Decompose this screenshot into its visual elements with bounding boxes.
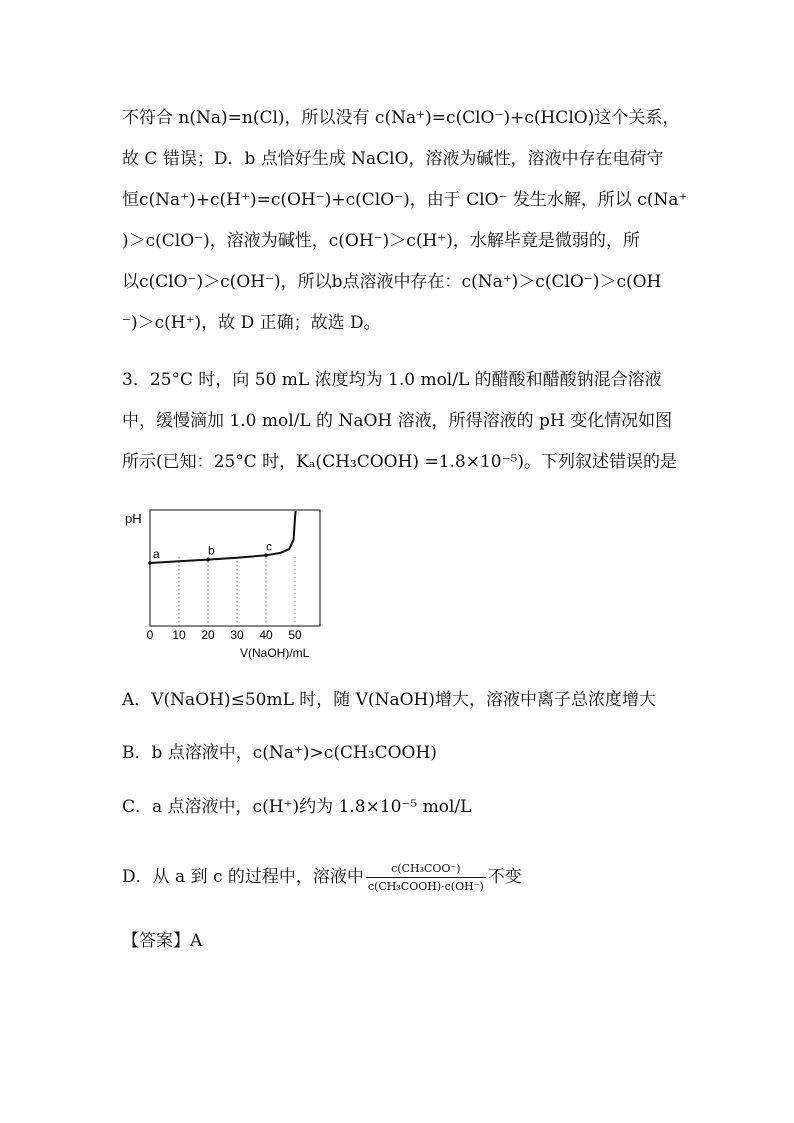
question-line: 中，缓慢滴加 1.0 mol/L 的 NaOH 溶液，所得溶液的 pH 变化情况如图	[122, 411, 673, 431]
point-c-label: c	[266, 539, 272, 554]
x-tick-label: 50	[288, 628, 302, 642]
point-b-label: b	[208, 543, 215, 558]
text-line: 不符合 n(Na)=n(Cl)，所以没有 c(Na⁺)=c(ClO⁻)+c(HClO)这个关系，	[122, 108, 680, 128]
option-c: C．a 点溶液中，c(H⁺)约为 1.8×10⁻⁵ mol/L	[122, 797, 472, 817]
grid-lines	[179, 557, 295, 626]
option-a: A．V(NaOH)≤50mL 时，随 V(NaOH)增大，溶液中离子总浓度增大	[122, 690, 656, 710]
answer-label: 【答案】A	[122, 931, 203, 951]
x-tick-label: 40	[259, 628, 273, 642]
x-axis-label: V(NaOH)/mL	[240, 646, 310, 660]
point-b-marker	[206, 558, 210, 562]
x-tick-label: 20	[201, 628, 215, 642]
point-c-marker	[264, 554, 268, 558]
option-d-suffix: 不变	[487, 867, 522, 887]
question-line: 所示(已知：25°C 时，Kₐ(CH₃COOH) =1.8×10⁻⁵)。下列叙述错误的是	[122, 452, 678, 472]
option-d-prefix: D．从 a 到 c 的过程中，溶液中	[122, 867, 364, 887]
text-line: ⁻)＞c(H⁺)，故 D 正确；故选 D。	[122, 313, 381, 333]
y-axis-label: pH	[125, 511, 142, 526]
x-tick-label: 0	[146, 628, 154, 642]
ph-titration-chart	[120, 505, 340, 665]
point-a-label: a	[153, 547, 160, 561]
x-tick-label: 30	[230, 628, 244, 642]
text-line: 以c(ClO⁻)＞c(OH⁻)，所以b点溶液中存在：c(Na⁺)＞c(ClO⁻)＞c(OH	[122, 272, 662, 292]
question-line: 3．25°C 时，向 50 mL 浓度均为 1.0 mol/L 的醋酸和醋酸钠混合溶液	[122, 370, 662, 390]
option-d	[122, 861, 682, 894]
option-b: B．b 点溶液中，c(Na⁺)>c(CH₃COOH)	[122, 743, 437, 763]
text-line: 故 C 错误；D．b 点恰好生成 NaClO，溶液为碱性，溶液中存在电荷守	[122, 149, 664, 169]
concentration-fraction	[366, 861, 486, 894]
point-a-marker	[148, 561, 152, 565]
fraction-numerator: c(CH₃COO⁻)	[366, 861, 486, 878]
fraction-denominator: c(CH₃COOH)·c(OH⁻)	[367, 880, 484, 893]
point-marks	[148, 539, 272, 564]
x-tick-labels	[147, 628, 302, 642]
x-tick-label: 10	[172, 628, 186, 642]
ph-curve-line	[150, 511, 296, 563]
text-line: )＞c(ClO⁻)，溶液为碱性，c(OH⁻)＞c(H⁺)，水解毕竟是微弱的，所	[122, 231, 640, 251]
text-line: 恒c(Na⁺)+c(H⁺)=c(OH⁻)+c(ClO⁻)，由于 ClO⁻ 发生水解，所以 c(Na⁺	[122, 190, 688, 210]
